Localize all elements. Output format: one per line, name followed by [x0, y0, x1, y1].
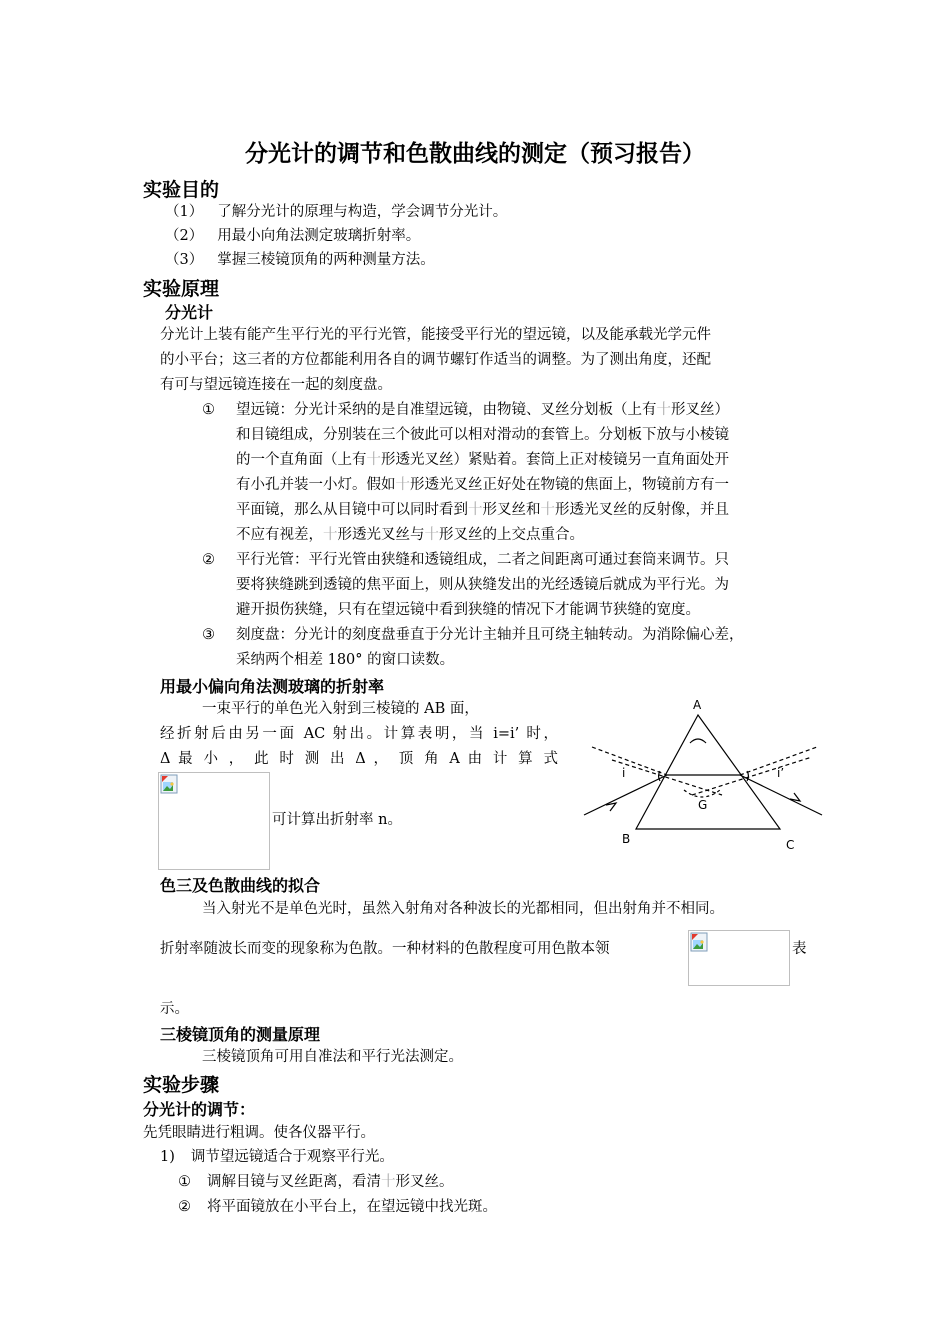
- telescope-line-1: 望远镜：分光计采纳的是自准望远镜，由物镜、叉丝分划板（上有十形叉丝）: [236, 402, 729, 418]
- step-1-sub-2: ② 将平面镜放在小平台上，在望远镜中找光斑。: [178, 1199, 497, 1215]
- min-dev-line-3: Δ 最 小 ， 此 时 测 出 Δ ， 顶 角 A 由 计 算 式: [160, 751, 558, 767]
- step-text: 调节望远镜适合于观察平行光。: [190, 1149, 394, 1165]
- step-1-sub-1: ① 调解目镜与叉丝距离，看清十形叉丝。: [178, 1174, 454, 1190]
- step-number: 1): [160, 1149, 175, 1165]
- min-dev-line-2: 经折射后由另一面 AC 射出。计算表明，当 i=i’ 时，: [160, 726, 558, 742]
- min-dev-tail: 可计算出折射率 n。: [272, 812, 402, 828]
- step-1: [160, 1145, 394, 1170]
- section-heading-purpose: 实验目的: [143, 179, 220, 201]
- label-i-prime: i’: [777, 766, 785, 780]
- subheading-spectrometer: 分光计: [165, 303, 214, 322]
- cross-hair-icon: 十: [381, 1174, 396, 1190]
- section-heading-principle: 实验原理: [143, 278, 220, 300]
- item-number: （1）: [165, 204, 204, 220]
- intro-line-2: 的小平台；这三者的方位都能利用各自的调节螺钉作适当的调整。为了测出角度，还配: [160, 352, 711, 368]
- intro-line-3: 有可与望远镜连接在一起的刻度盘。: [160, 377, 392, 393]
- purpose-item-3: [165, 248, 435, 273]
- dispersion-formula-placeholder: [688, 930, 790, 986]
- prism-diagram: [572, 695, 834, 855]
- subheading-apex-angle: 三棱镜顶角的测量原理: [160, 1025, 321, 1044]
- cross-hair-icon: 十: [395, 477, 410, 493]
- collimator-line-1: 平行光管：平行光管由狭缝和透镜组成，二者之间距离可通过套筒来调节。只: [236, 552, 729, 568]
- cross-hair-icon: 十: [424, 527, 439, 543]
- cross-hair-icon: 十: [468, 502, 483, 518]
- subheading-dispersion: 色三及色散曲线的拟合: [160, 876, 321, 895]
- collimator-line-3: 避开损伤狭缝，只有在望远镜中看到狭缝的情况下才能调节狭缝的宽度。: [236, 602, 700, 618]
- dispersion-line-2-tail: 表: [792, 941, 807, 957]
- telescope-line-6: 不应有视差，十形透光叉丝与十形叉丝的上交点重合。: [236, 527, 584, 543]
- broken-image-icon: [690, 932, 708, 952]
- collimator-number: ②: [202, 552, 215, 568]
- dispersion-line-2: 折射率随波长而变的现象称为色散。一种材料的色散程度可用色散本领: [160, 941, 610, 957]
- item-number: （2）: [165, 228, 204, 244]
- apex-angle-line: 三棱镜顶角可用自准法和平行光法测定。: [202, 1049, 463, 1065]
- subheading-spectrometer-adjust: 分光计的调节：: [143, 1100, 256, 1119]
- section-heading-steps: 实验步骤: [143, 1074, 220, 1096]
- label-B: B: [622, 832, 631, 846]
- dial-line-2: 采纳两个相差 180° 的窗口读数。: [236, 652, 455, 668]
- cross-hair-icon: 十: [540, 502, 555, 518]
- dial-line-1: 刻度盘：分光计的刻度盘垂直于分光计主轴并且可绕主轴转动。为消除偏心差，: [236, 627, 744, 643]
- dispersion-line-3: 示。: [160, 1001, 189, 1017]
- cross-hair-icon: 十: [656, 402, 671, 418]
- intro-line-1: 分光计上装有能产生平行光的平行光管，能接受平行光的望远镜，以及能承载光学元件: [160, 327, 711, 343]
- telescope-number: ①: [202, 402, 215, 418]
- cross-hair-icon: 十: [366, 452, 381, 468]
- page-title: 分光计的调节和色散曲线的测定（预习报告）: [245, 141, 705, 167]
- collimator-line-2: 要将狭缝跳到透镜的焦平面上，则从狭缝发出的光经透镜后就成为平行光。为: [236, 577, 729, 593]
- subheading-min-deviation: 用最小偏向角法测玻璃的折射率: [160, 677, 385, 696]
- dispersion-line-1: 当入射光不是单色光时，虽然入射角对各种波长的光都相同，但出射角并不相同。: [202, 901, 724, 917]
- broken-image-icon: [160, 774, 178, 794]
- item-text: 用最小向角法测定玻璃折射率。: [217, 228, 421, 244]
- dial-number: ③: [202, 627, 215, 643]
- item-text: 了解分光计的原理与构造，学会调节分光计。: [217, 204, 508, 220]
- purpose-item-2: [165, 224, 420, 249]
- label-i: i: [622, 766, 626, 780]
- cross-hair-icon: 十: [323, 527, 338, 543]
- label-G: G: [698, 798, 708, 812]
- steps-line-1: 先凭眼睛进行粗调。使各仪器平行。: [143, 1125, 375, 1141]
- telescope-line-5: 平面镜，那么从目镜中可以同时看到十形叉丝和十形透光叉丝的反射像，并且: [236, 502, 729, 518]
- telescope-line-4: 有小孔并装一小灯。假如十形透光叉丝正好处在物镜的焦面上，物镜前方有一: [236, 477, 729, 493]
- item-text: 掌握三棱镜顶角的两种测量方法。: [217, 252, 435, 268]
- formula-image-placeholder: [158, 772, 270, 870]
- purpose-item-1: [165, 200, 507, 225]
- label-A: A: [693, 698, 702, 712]
- telescope-line-3: 的一个直角面（上有十形透光叉丝）紧贴着。套筒上正对棱镜另一直角面处开: [236, 452, 729, 468]
- telescope-line-2: 和目镜组成，分别装在三个彼此可以相对滑动的套管上。分划板下放与小棱镜: [236, 427, 729, 443]
- label-C: C: [786, 838, 795, 852]
- min-dev-line-1: 一束平行的单色光入射到三棱镜的 AB 面，: [202, 701, 479, 717]
- item-number: （3）: [165, 252, 204, 268]
